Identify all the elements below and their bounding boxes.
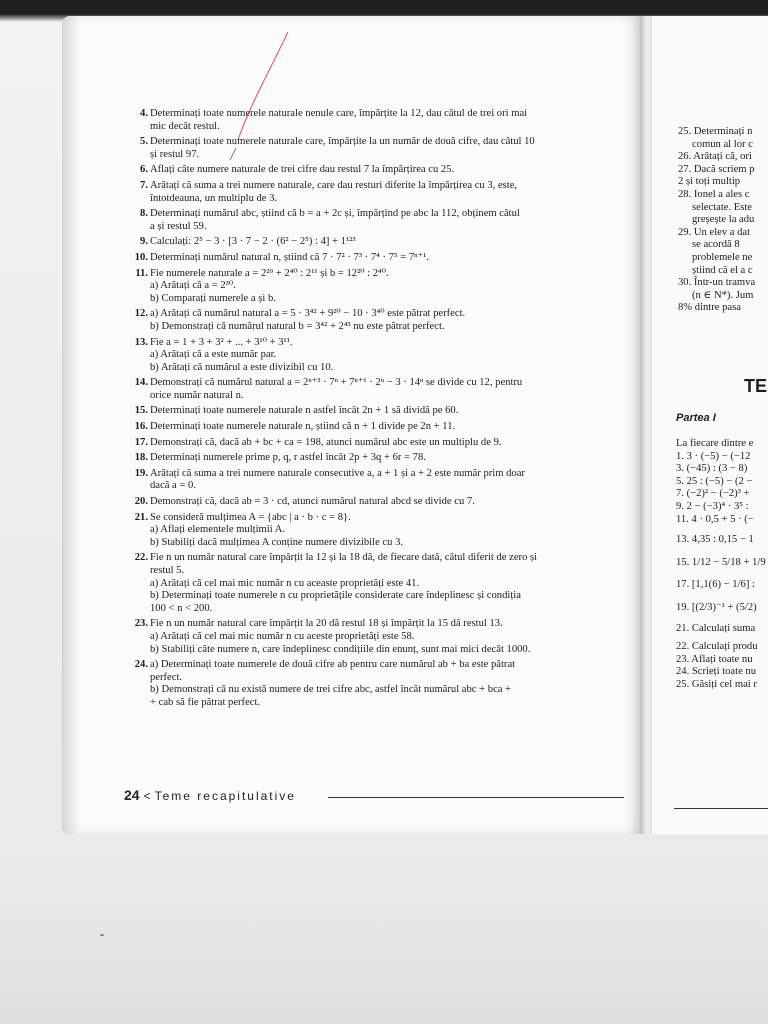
right-page-line: 25. Determinați n: [678, 126, 753, 137]
exercise-text-line: Demonstrați că, dacă ab = 3 · cd, atunci numărul natural abcd se divide cu 7.: [150, 496, 475, 508]
exercise-number: 18.: [134, 452, 148, 464]
right-page-line: 29. Un elev a dat: [678, 226, 751, 238]
right-page-line: 30. Într-un tramva: [678, 277, 756, 289]
exercise-number: 6.: [140, 164, 148, 176]
exercise-subpart: b) Demonstrați că numărul natural b = 3⁴² + 2⁴³ nu este pătrat perfect.: [150, 320, 445, 332]
exercise-item: [128, 405, 624, 418]
right-page-line: 5. 25 : (−5) − (2 −: [676, 475, 753, 487]
exercise-item: [128, 180, 624, 205]
exercise-number: 4.: [140, 108, 148, 119]
right-page-footer-rule: [674, 808, 768, 809]
exercise-text-line: a și restul 59.: [150, 220, 207, 232]
exercise-text-line: + cab să fie pătrat perfect.: [150, 696, 261, 708]
right-page-line: 27. Dacă scriem p: [678, 163, 755, 175]
exercise-subpart: a) Arătați că a = 2³⁰.: [150, 280, 236, 292]
right-page-line: 7. (−2)² − (−2)³ +: [676, 488, 750, 500]
exercise-text-line: dacă a = 0.: [150, 480, 196, 492]
exercise-item: [128, 337, 624, 375]
exercise-number: 12.: [134, 308, 148, 320]
exercise-text-line: întotdeauna, un multiplu de 3.: [150, 192, 278, 204]
exercise-item: [128, 236, 624, 249]
exercise-item: [128, 136, 624, 161]
exercise-number: 8.: [140, 208, 148, 220]
exercise-number: 13.: [134, 336, 148, 348]
footer-rule: [328, 797, 624, 798]
right-page-line: se acordă 8: [692, 239, 740, 251]
exercise-text-line: Determinați toate numerele naturale nenule care, împărțite la 12, dau câtul de trei ori mai: [150, 108, 528, 119]
right-page-line: 17. [1,1(6) − 1/6] :: [676, 579, 755, 591]
exercise-text-line: Determinați numerele prime p, q, r astfel încât 2p + 3q + 6r = 78.: [150, 452, 426, 464]
exercise-text-line: Determinați numărul natural n, știind că 7 · 7² · 7³ · 7⁴ · 7⁵ = 7ⁿ⁺¹.: [150, 251, 429, 263]
exercise-subpart: b) Determinați toate numerele n cu proprietățile considerate care îndeplinesc și condiția: [150, 590, 521, 602]
exercise-text-line: Calculați: 2⁵ − 3 · [3 · 7 − 2 · (6² − 2⁵) : 4] + 1¹²³: [150, 236, 356, 248]
right-page-line: 11. 4 · 0,5 + 5 · (−: [676, 513, 754, 525]
right-book-page: [652, 16, 768, 834]
exercise-subpart: b) Comparați numerele a și b.: [150, 292, 276, 304]
book-gutter: [640, 16, 652, 834]
exercise-text-line: Determinați toate numerele naturale n, știind că n + 1 divide pe 2n + 11.: [150, 421, 456, 433]
right-page-line: greșește la adu: [692, 214, 755, 226]
exercise-number: 15.: [134, 405, 148, 417]
footer-arrow-icon: <: [143, 789, 151, 803]
exercise-item: [128, 452, 624, 465]
exercise-subpart: b) Stabiliți dacă mulțimea A conține numere divizibile cu 3.: [150, 536, 404, 548]
right-page-line: 22. Calculați produ: [676, 641, 758, 653]
right-page-line: problemele ne: [692, 251, 753, 263]
right-page-line: comun al lor c: [692, 138, 753, 150]
right-page-lower-list: [676, 438, 768, 692]
exercise-item: [128, 468, 624, 493]
exercise-item: [128, 208, 624, 233]
right-page-line: 13. 4,35 : 0,15 − 1: [676, 534, 754, 546]
exercise-number: 20.: [134, 496, 148, 508]
exercise-number: 21.: [134, 511, 148, 523]
exercise-text-line: Determinați numărul abc, știind că b = a + 2c și, împărțind pe abc la 112, obținem câtul: [150, 208, 520, 220]
exercise-text-line: Arătați că suma a trei numere naturale, care dau resturi diferite la împărțirea cu 3, este,: [150, 179, 518, 191]
exercise-subpart: a) Arătați că a este număr par.: [150, 349, 277, 361]
exercise-text-line: Determinați toate numerele naturale care, împărțite la un număr de două cifre, dau câtul 10: [150, 136, 535, 148]
right-page-line: 9. 2 − (−3)⁴ · 3⁵ :: [676, 500, 749, 512]
exercise-number: 7.: [140, 179, 148, 191]
exercise-text-line: Se consideră mulțimea A = {abc | a · b · c = 8}.: [150, 511, 351, 523]
exercise-number: 24.: [134, 659, 148, 671]
exercise-subpart: a) Arătați că numărul natural a = 5 · 3⁴² + 9²⁰ − 10 · 3⁴⁰ este pătrat perfect.: [150, 308, 466, 320]
exercise-number: 22.: [134, 552, 148, 564]
exercise-text-line: Determinați toate numerele naturale n astfel încât 2n + 1 să dividă pe 60.: [150, 405, 459, 417]
right-page-line: 26. Arătați că, ori: [678, 151, 752, 163]
exercise-text-line: mic decât restul.: [150, 120, 220, 132]
exercise-item: [128, 496, 624, 509]
exercise-item: [128, 421, 624, 434]
exercise-subpart: b) Demonstrați că nu există numere de trei cifre abc, astfel încât numărul abc + bca +: [150, 684, 512, 696]
exercise-number: 16.: [134, 421, 148, 433]
exercise-text-line: 100 < n < 200.: [150, 602, 213, 614]
exercise-text-line: restul 5.: [150, 565, 185, 576]
exercise-subpart: a) Aflați elementele mulțimii A.: [150, 524, 286, 536]
footer-section-title: Teme recapitulative: [154, 789, 296, 803]
right-page-line: 21. Calculați suma: [676, 622, 756, 634]
scan-speck: [100, 934, 104, 936]
right-page-line: 2 și toți multip: [678, 176, 741, 188]
exercise-item: [128, 659, 624, 709]
exercise-number: 14.: [134, 377, 148, 389]
exercise-text-line: Aflați câte numere naturale de trei cifre dau restul 7 la împărțirea cu 25.: [150, 164, 455, 176]
exercise-text-line: Fie n un număr natural care împărțit la 20 dă restul 18 și împărțit la 15 dă restul 13.: [150, 618, 503, 630]
exercise-text-line: perfect.: [150, 671, 183, 683]
right-page-line: 23. Aflați toate nu: [676, 653, 753, 665]
right-page-line: 3. (−45) : (3 − 8): [676, 463, 748, 475]
exercise-item: [128, 164, 624, 177]
right-page-line: 15. 1/12 − 5/18 + 1/9: [676, 556, 766, 568]
exercise-number: 10.: [134, 251, 148, 263]
exercise-number: 5.: [140, 136, 148, 148]
exercise-text-line: Demonstrați că numărul natural a = 2ⁿ⁺³ · 7ⁿ + 7ⁿ⁺¹ · 2ⁿ − 3 · 14ⁿ se divide cu 12, pentru: [150, 377, 523, 389]
exercise-text-line: Demonstrați că, dacă ab + bc + ca = 198, atunci numărul abc este un multiplu de 9.: [150, 436, 502, 448]
exercise-subpart: a) Arătați că cel mai mic număr n cu aceaste proprietăți este 41.: [150, 577, 420, 589]
exercise-text-line: Fie a = 1 + 3 + 3² + ... + 3¹⁰ + 3¹¹.: [150, 336, 293, 348]
exercise-text-line: Arătați că suma a trei numere naturale consecutive a, a + 1 și a + 2 este număr prim doar: [150, 467, 525, 479]
exercise-item: [128, 437, 624, 450]
right-page-line: 28. Ionel a ales c: [678, 188, 750, 200]
right-page-line: selectate. Este: [692, 201, 752, 213]
exercise-text-line: Fie n un număr natural care împărțit la 12 și la 18 dă, de fiecare dată, câtul diferit de zero și: [150, 552, 538, 564]
exercise-subpart: b) Arătați că numărul a este divizibil cu 10.: [150, 361, 334, 373]
exercise-text-line: orice număr natural n.: [150, 389, 244, 401]
exercise-item: [128, 252, 624, 265]
exercise-subpart: a) Arătați că cel mai mic număr n cu aceste proprietăți este 58.: [150, 630, 415, 642]
right-page-line: știind că el a c: [692, 264, 753, 276]
exercise-text-line: și restul 97.: [150, 148, 200, 160]
page-number: 24: [124, 787, 140, 803]
exercise-number: 19.: [134, 467, 148, 479]
exercise-item: [128, 377, 624, 402]
right-page-part-label: Partea I: [676, 412, 716, 424]
exercise-text-line: Fie numerele naturale a = 2²⁹ + 2⁴⁰ : 2¹¹ și b = 12²⁰ : 2⁴⁰.: [150, 267, 389, 279]
exercise-item: [128, 512, 624, 550]
exercise-item: [128, 618, 624, 656]
exercise-number: 11.: [135, 267, 148, 279]
exercise-number: 23.: [134, 618, 148, 630]
right-page-line: (n ∈ N*). Jum: [692, 289, 754, 301]
right-page-line: 1. 3 · (−5) − (−12: [676, 450, 751, 462]
exercise-item: [128, 108, 624, 133]
exercise-subpart: a) Determinați toate numerele de două cifre ab pentru care numărul ab + ba este pătrat: [150, 659, 516, 671]
right-page-line: 8% dintre pasa: [678, 302, 741, 314]
exercise-item: [128, 308, 624, 333]
exercise-item: [128, 268, 624, 306]
page-footer: [124, 787, 624, 805]
exercise-item: [128, 552, 624, 615]
right-page-line: 25. Găsiți cel mai r: [676, 678, 757, 690]
right-page-top-list: [678, 126, 768, 315]
exercise-number: 9.: [140, 236, 148, 248]
right-page-line: 24. Scrieți toate nu: [676, 666, 757, 678]
exercise-number: 17.: [134, 436, 148, 448]
exercise-subpart: b) Stabiliți câte numere n, care îndeplinesc condițiile din enunț, sunt mai mici decât 1000.: [150, 643, 531, 655]
right-page-line: La fiecare dintre e: [676, 438, 754, 449]
right-page-heading: TE: [744, 376, 768, 396]
right-page-line: 19. [(2/3)⁻¹ + (5/2): [676, 601, 757, 613]
exercise-list: [128, 108, 624, 710]
